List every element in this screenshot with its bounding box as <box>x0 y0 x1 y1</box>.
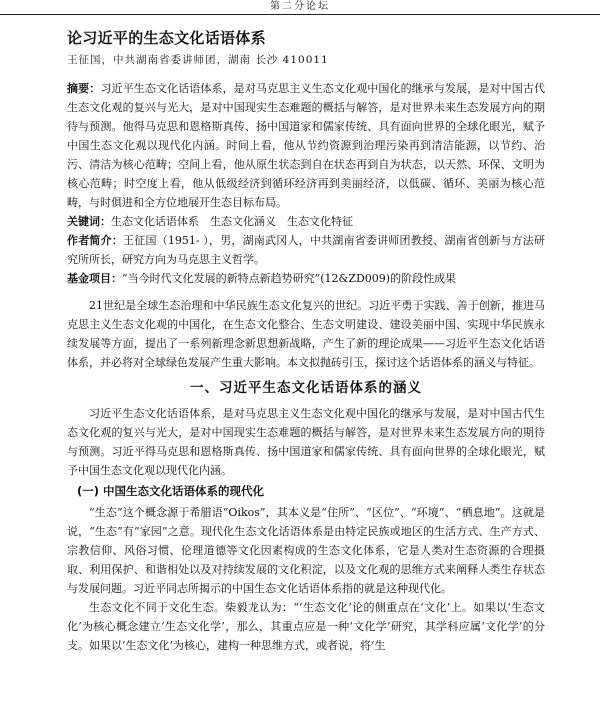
running-header <box>0 0 600 15</box>
author-affiliation: 王征国，中共湖南省委讲师团，湖南 长沙 410011 <box>67 54 329 66</box>
running-header-label: 第二分论坛 <box>270 1 330 12</box>
section-1-paragraph: 习近平生态文化话语体系，是对马克思主义生态文化观中国化的继承与发展，是对中国古代生态文化观的复兴与光大，是对中国现实生态难题的概括与解答，是对世界未来生态发展方向的期待与预测。习近平得马克思和恩格斯真传、扬中国道家和儒家传统、具有面向世界的全球化眼光，赋予中国生态文化观以现代化内涵。 <box>67 407 545 477</box>
keywords <box>67 212 545 231</box>
abstract-text: 习近平生态文化话语体系，是对马克思主义生态文化观中国化的继承与发展，是对中国古代生态文化观的复兴与光大，是对中国现实生态难题的概括与解答，是对世界未来生态发展方向的期待与预测。他得马克思和恩格斯真传、扬中国道家和儒家传统、具有面向世界的全球化眼光，赋予中国生态文化观以现代化内涵。时间上看，他从节约资源到治理污染再到清洁能源，以节约、治污、清洁为核心范畴；空间上看，他从原生状态到自在状态再到自为状态，以天然、环保、文明为核心范畴；时空度上看，他从低级经济到循环经济再到美丽经济，以低碳、循环、美丽为核心范畴，与时俱进和全方位地展开生态目标布局。 <box>67 82 545 209</box>
intro-paragraph: 21世纪是全球生态治理和中华民族生态文化复兴的世纪。习近平勇于实践、善于创新，推进马克思主义生态文化观的中国化，在生态文化整合、生态文明建设、建设美丽中国、实现中华民族永续发展等方面，提出了一系列新理念新思想新战略，产生了新的理论成果——习近平生态文化话语体系，并必将对全球绿色发展产生重大影响。本文拟抛砖引玉，探讨这个话语体系的涵义与特征。 <box>67 299 545 369</box>
section-1-heading: 一、习近平生态文化话语体系的涵义 <box>190 380 422 396</box>
fund-label: 基金项目： <box>67 272 122 285</box>
fund-project <box>67 269 545 288</box>
subsection-1-paragraph-2: 生态文化不同于文化生态。柴毅龙认为：“‘生态文化’论的侧重点在‘文化’上。如果以‘生态文化’为核心概念建立‘生态文化学’，那么，其重点应是一种‘文化学’研究，其学科应属‘文化学’的分支。如果以‘生态文化’为核心，建构一种思维方式，或者说，将‘生 <box>67 601 545 652</box>
article-title: 论习近平的生态文化话语体系 <box>67 29 266 47</box>
abstract <box>67 79 545 212</box>
subsection-1-heading: (一) 中国生态文化话语体系的现代化 <box>77 484 265 498</box>
author-bio-label: 作者简介： <box>67 234 124 247</box>
author-bio <box>67 231 545 269</box>
author-bio-text: 王征国（1951- ），男，湖南武冈人，中共湖南省委讲师团教授、湖南省创新与方法研究所所长，研究方向为马克思主义哲学。 <box>67 234 545 266</box>
article-page <box>67 28 545 655</box>
fund-text: “当今时代文化发展的新特点新趋势研究”(12&ZD009)的阶段性成果 <box>122 272 457 285</box>
keywords-text: 生态文化话语体系 生态文化涵义 生态文化特征 <box>111 215 353 228</box>
abstract-label: 摘要： <box>67 82 101 95</box>
subsection-1-paragraph-1: “生态”这个概念源于希腊语“Oikos”，其本义是“住所”、“区位”、“环境”、“栖息地”。这就是说，“生态”有“家园”之意。现代化生态文化话语体系是由特定民族或地区的生活方式、生产方式、宗教信仰、风俗习惯、伦理道德等文化因素构成的生态文化体系，它是人类对生态资源的合理摄取、利用保护、和谐相处以及对持续发展的文化积淀，以及文化观的思维方式来阐释人类生存状态与发展问题。习近平同志所揭示的中国生态文化话语体系指的就是这种现代化。 <box>67 506 545 595</box>
keywords-label: 关键词： <box>67 215 111 228</box>
